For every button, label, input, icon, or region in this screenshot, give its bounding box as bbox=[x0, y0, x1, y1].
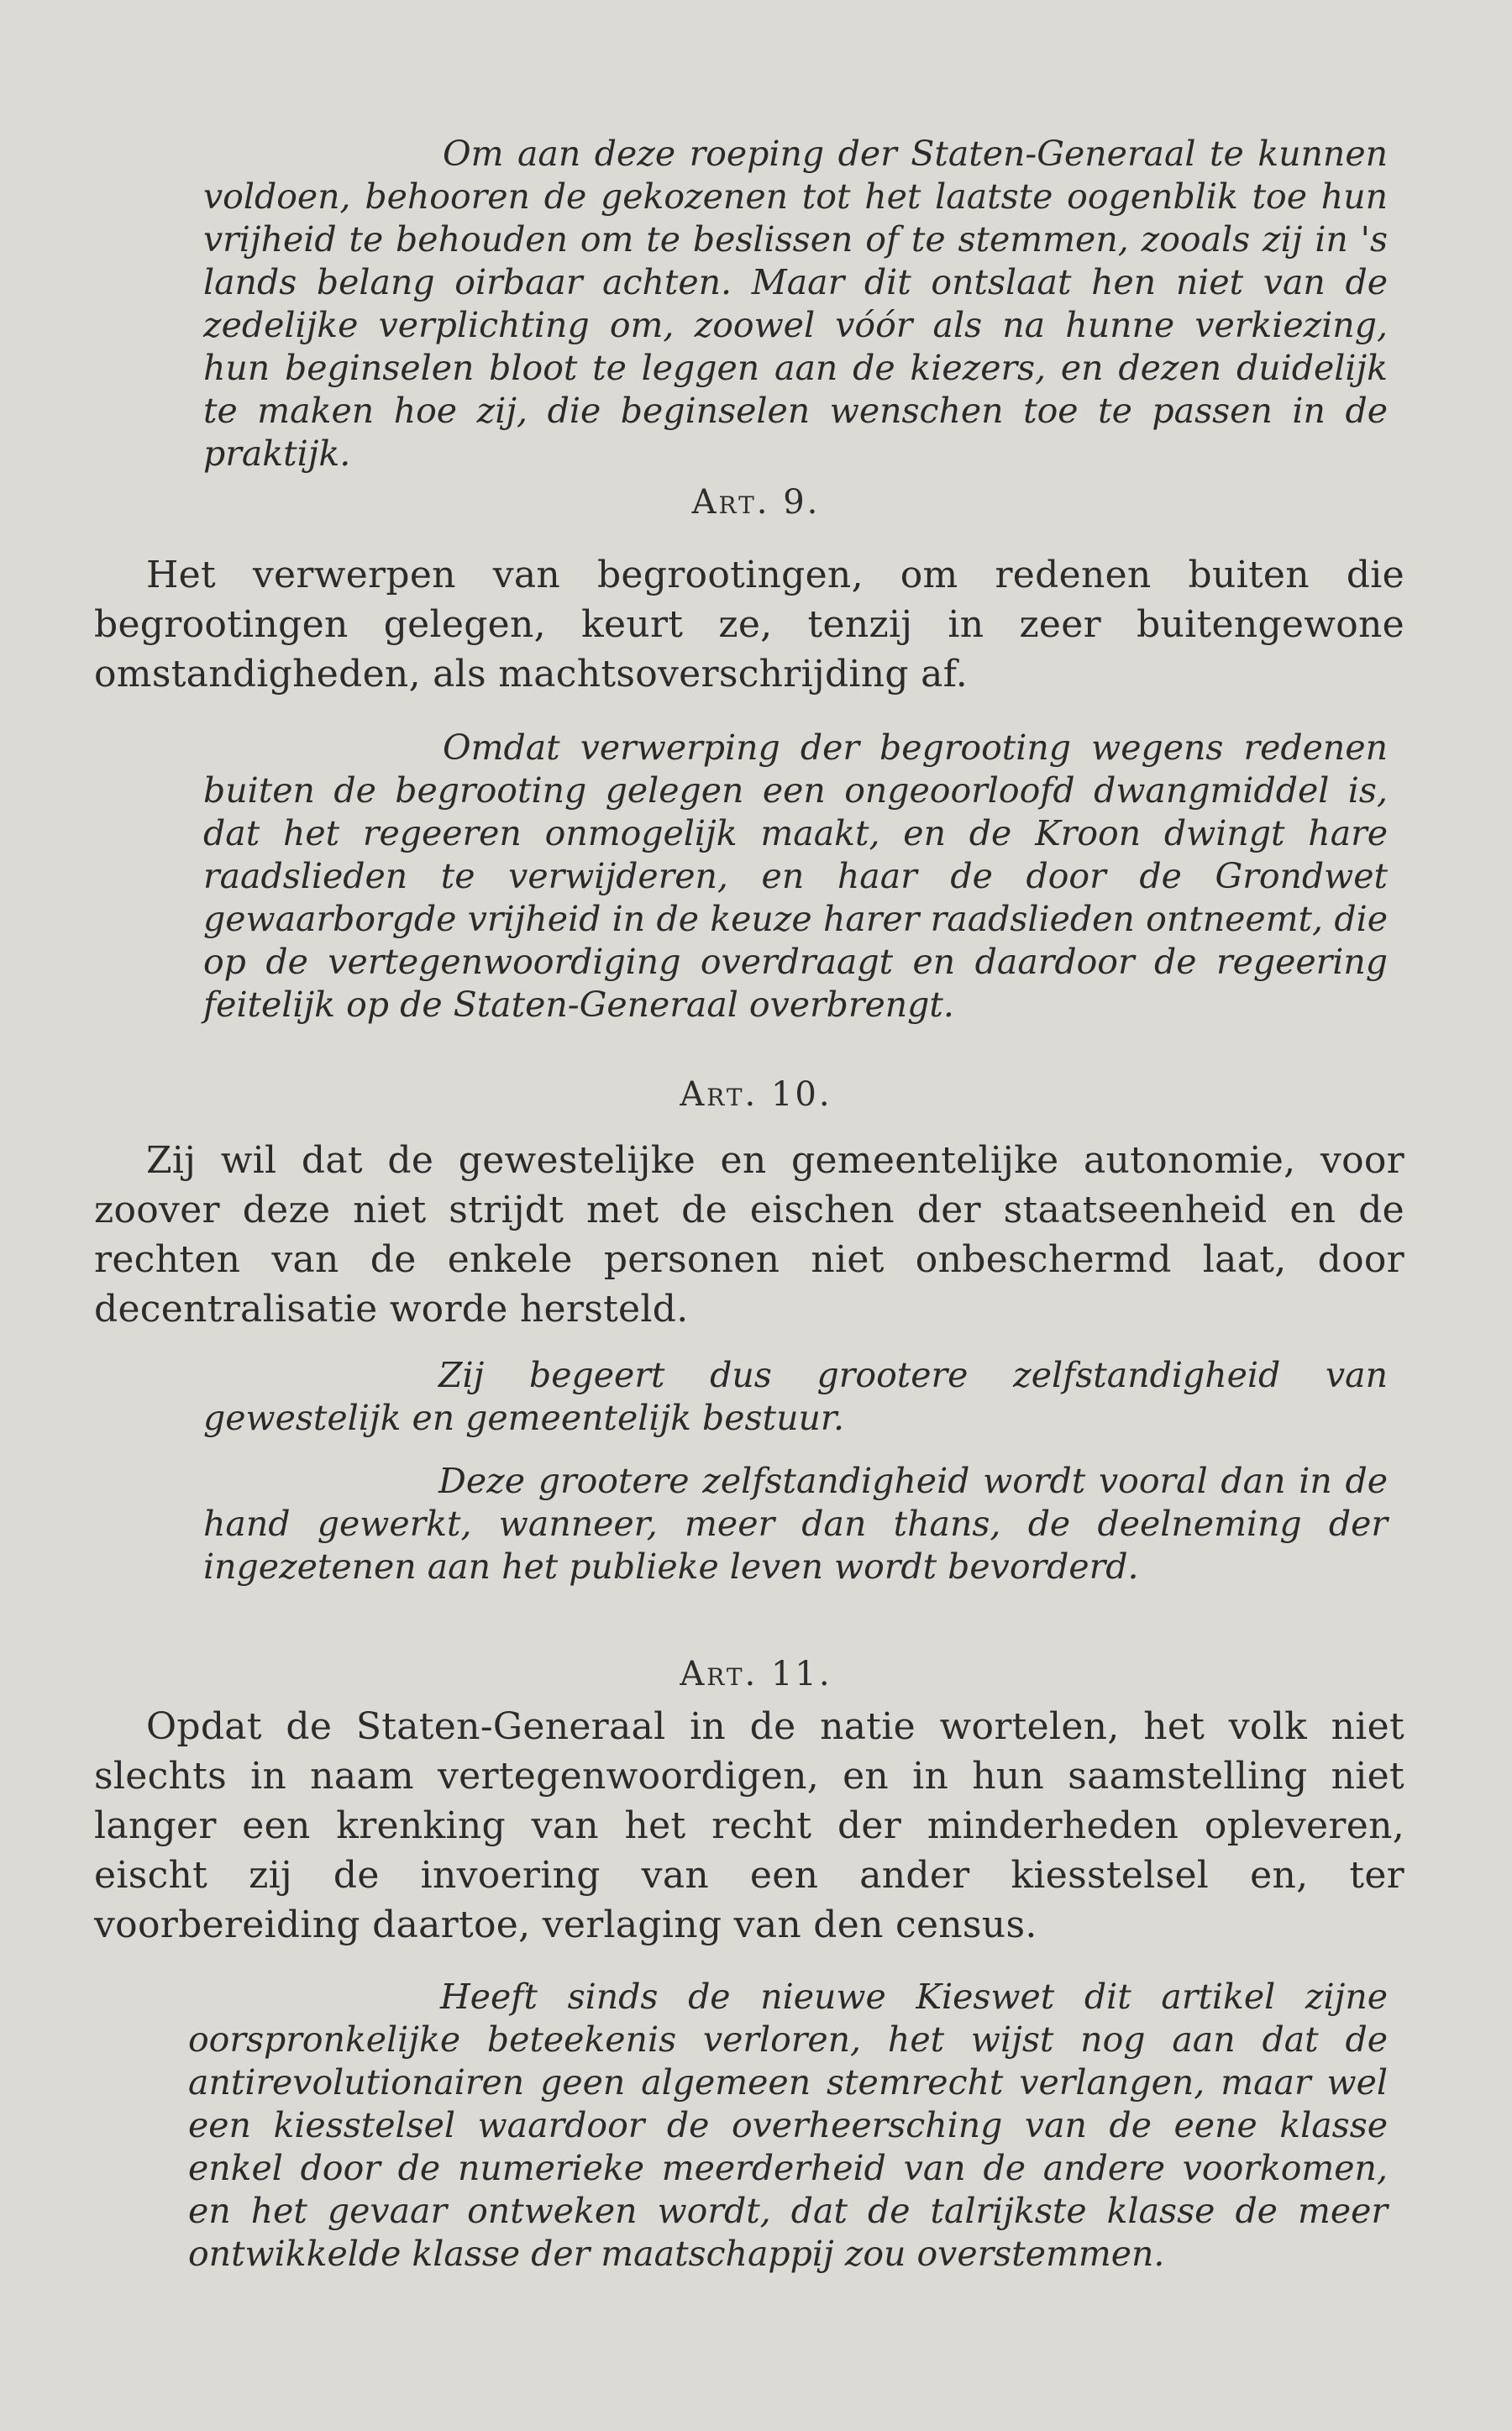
art10-note1: Zij begeert dus grootere zelfstandigheid van gewestelijk en gemeentelijk bestuur. bbox=[203, 1355, 1388, 1438]
art9-note: Omdat verwerping der begrooting wegens redenen buiten de begrooting gelegen een ongeoorloofd dwangmiddel is, dat het regeeren onmogelijk maakt, en de Kroon dwingt hare raadslieden te verwijderen, en haar de door de Grondwet gewaarborgde vrijheid in de keuze harer raadslieden ontneemt, die op de vertegenwoordiging overdraagt en daardoor de regeering feitelijk op de Staten-Generaal overbrengt. bbox=[203, 727, 1388, 1025]
art11-heading: Art. 11. bbox=[680, 1655, 832, 1693]
art10-note2-block bbox=[94, 1460, 1404, 1588]
art11-block bbox=[94, 1702, 1404, 1950]
art11-text: Opdat de Staten-Generaal in de natie wortelen, het volk niet slechts in naam vertegenwoordigen, en in hun saamstelling niet langer een krenking van het recht der minderheden opleveren, eischt zij de invoering van een ander kiesstelsel en, ter voorbereiding daartoe, verlaging van den census. bbox=[94, 1705, 1404, 1946]
art9-block bbox=[94, 550, 1404, 699]
art11-note-block bbox=[94, 1976, 1404, 2276]
art10-text: Zij wil dat de gewestelijke en gemeentelijke autonomie, voor zoover deze niet strijdt met de eischen der staatseenheid en de rechten van de enkele personen niet onbeschermd laat, door decentralisatie worde hersteld. bbox=[94, 1139, 1404, 1331]
art10-note2: Deze grootere zelfstandigheid wordt vooral dan in de hand gewerkt, wanneer, meer dan thans, de deelneming der ingezetenen aan het publieke leven wordt bevorderd. bbox=[203, 1461, 1388, 1587]
art10-block bbox=[94, 1136, 1404, 1334]
art9-text: Het verwerpen van begrootingen, om redenen buiten die begrootingen gelegen, keurt ze, tenzij in zeer buitengewone omstandigheden, als machtsoverschrijding af. bbox=[94, 554, 1404, 696]
art10-note1-block bbox=[94, 1354, 1404, 1440]
art9-note-block bbox=[94, 727, 1404, 1026]
art11-note: Heeft sinds de nieuwe Kieswet dit artikel zijne oorspronkelijke beteekenis verloren, het wijst nog aan dat de antirevolutionairen geen algemeen stemrecht verlangen, maar wel een kiesstelsel waardoor de overheersching van de eene klasse enkel door de numerieke meerderheid van de andere voorkomen, en het gevaar ontweken wordt, dat de talrijkste klasse de meer ontwikkelde klasse der maatschappij zou overstemmen. bbox=[188, 1977, 1388, 2274]
intro-note-block bbox=[94, 133, 1404, 475]
art10-heading: Art. 10. bbox=[680, 1075, 832, 1114]
intro-note: Om aan deze roeping der Staten-Generaal te kunnen voldoen, behooren de gekozenen tot het laatste oogenblik toe hun vrijheid te behouden om te beslissen of te stemmen, zooals zij in 's lands belang oirbaar achten. Maar dit ontslaat hen niet van de zedelijke verplichting om, zoowel vóór als na hunne verkiezing, hun beginselen bloot te leggen aan de kiezers, en dezen duidelijk te maken hoe zij, die beginselen wenschen toe te passen in de praktijk. bbox=[203, 134, 1388, 474]
art9-heading: Art. 9. bbox=[691, 483, 821, 522]
